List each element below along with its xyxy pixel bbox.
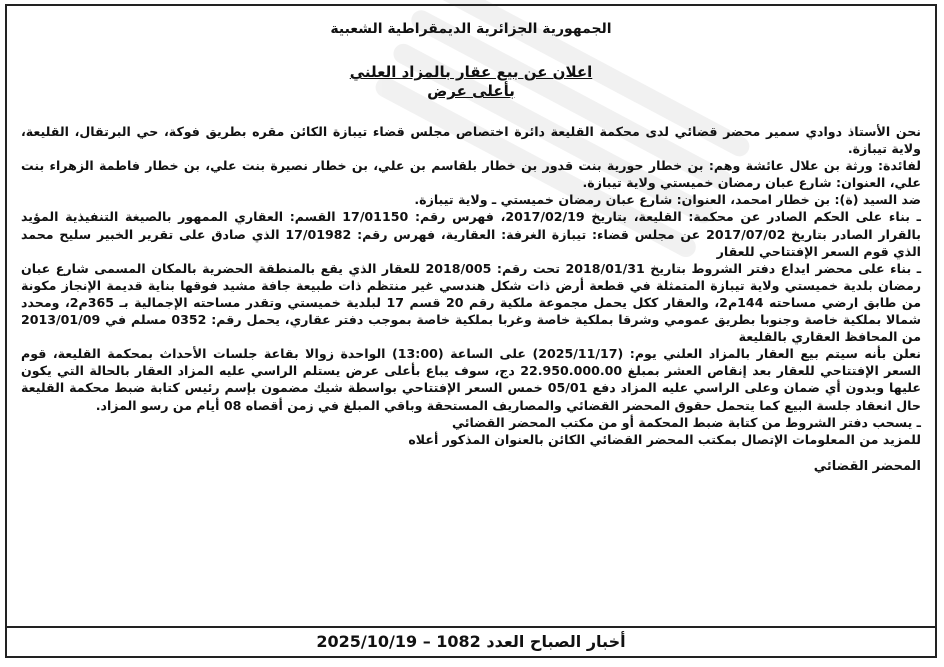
title-line-2: بأعلى عرض xyxy=(427,82,515,100)
newspaper-footer: أخبار الصباح العدد 1082 – 2025/10/19 xyxy=(7,626,935,656)
notice-content xyxy=(7,6,935,628)
paragraph-bailiff: نحن الأستاذ دوادي سمير محضر قضائي لدى محكمة القليعة دائرة اختصاص مجلس قضاء تيبازة الكائن مقره بطريق فوكة، حي البرتقال، القليعة، ولاية تيبازة. xyxy=(21,124,921,157)
paragraph-defendant: ضد السيد (ة): بن خطار امحمد، العنوان: شارع عبان رمضان خميستي ـ ولاية تيبازة. xyxy=(414,192,921,208)
paragraph-contact: للمزيد من المعلومات الإتصال بمكتب المحضر القضائي الكائن بالعنوان المذكور أعلاه xyxy=(408,431,921,447)
paragraph-property: ـ بناء على محضر ايداع دفتر الشروط بتاريخ 2018/01/31 تحت رقم: 2018/005 للعقار الذي يقع بالمنطقة الحضرية بالمكان المسمى شارع عبان رمضان بلدية خميستي ولاية تيبازة المتمثلة في قطعة أرض ذات شكل هندسي غير منتظم ذات طبيعة جافة مشيد فوقها بناية قديمة الإنجاز مكونة من طابق ارضي مساحته 144م2، والعقار ككل يحمل مجموعة ملكية رقم 20 قسم 17 لبلدية خميستي وتقدر مساحته الإجمالية بـ 365م2، ومحدد شمالا بملكية خاصة وجنوبا بطريق عمومي وشرقا بملكية خاصة وغربا بملكية خاصة بموجب دفتر عقاري، يحمل رقم: 0352 مسلم في 2013/01/09 من المحافظ العقاري بالقليعة xyxy=(21,260,921,345)
paragraph-beneficiaries: لفائدة: ورثة بن علال عائشة وهم: بن خطار حورية بنت قدور بن خطار بلقاسم بن علي، بن خطار نصيرة بنت علي، بن خطار فاطمة الزهراء بنت علي، العنوان: شارع عبان رمضان خميستي ولاية تيبازة. xyxy=(21,158,921,191)
republic-header: الجمهورية الجزائرية الديمقراطية الشعبية xyxy=(330,21,612,37)
notice-body xyxy=(21,123,921,448)
paragraph-conditions: ـ يسحب دفتر الشروط من كتابة ضبط المحكمة أو من مكتب المحضر القضائي xyxy=(451,414,921,430)
paragraph-judgment: ـ بناء على الحكم الصادر عن محكمة: القليعة، بتاريخ 2017/02/19، فهرس رقم: 17/01150 القسم: العقاري الممهور بالصيغة التنفيذية المؤيد بالقرار الصادر بتاريخ 2017/07/02 عن مجلس قضاء: تيبازة الغرفة: العقارية، فهرس رقم: 17/01982 الذي صادق على تقرير الخبير سليح محمد الذي قوم السعر الإفتتاحي للعقار xyxy=(21,209,921,259)
title-line-1: اعلان عن بيع عقار بالمزاد العلني xyxy=(349,63,593,81)
paragraph-auction: نعلن بأنه سيتم بيع العقار بالمزاد العلني يوم: (2025/11/17) على الساعة (13:00) الواحدة زوالا بقاعة جلسات الأحداث بمحكمة القليعة، قوم السعر الإفتتاحي للعقار بعد إنقاص العشر بمبلغ 22.950.000.00 دج، سوف يباع بأعلى عرض يستلم الراسي عليه المزاد العقار بالحالة التي يكون عليها وبدون أي ضمان وعلى الراسي عليه المزاد دفع 05/01 خمس السعر الإفتتاحي بواسطة شيك مضمون بإسم رئيس كتابة ضبط محكمة القليعة حال انعقاد جلسة البيع كما يتحمل حقوق المحضر القضائي والمصاريف المستحقة وباقي المبلغ في زمن أقصاه 08 أيام من رسو المزاد. xyxy=(21,346,921,413)
notice-frame xyxy=(5,4,937,658)
notice-title xyxy=(21,63,921,101)
signature: المحضر القضائي xyxy=(813,458,921,474)
